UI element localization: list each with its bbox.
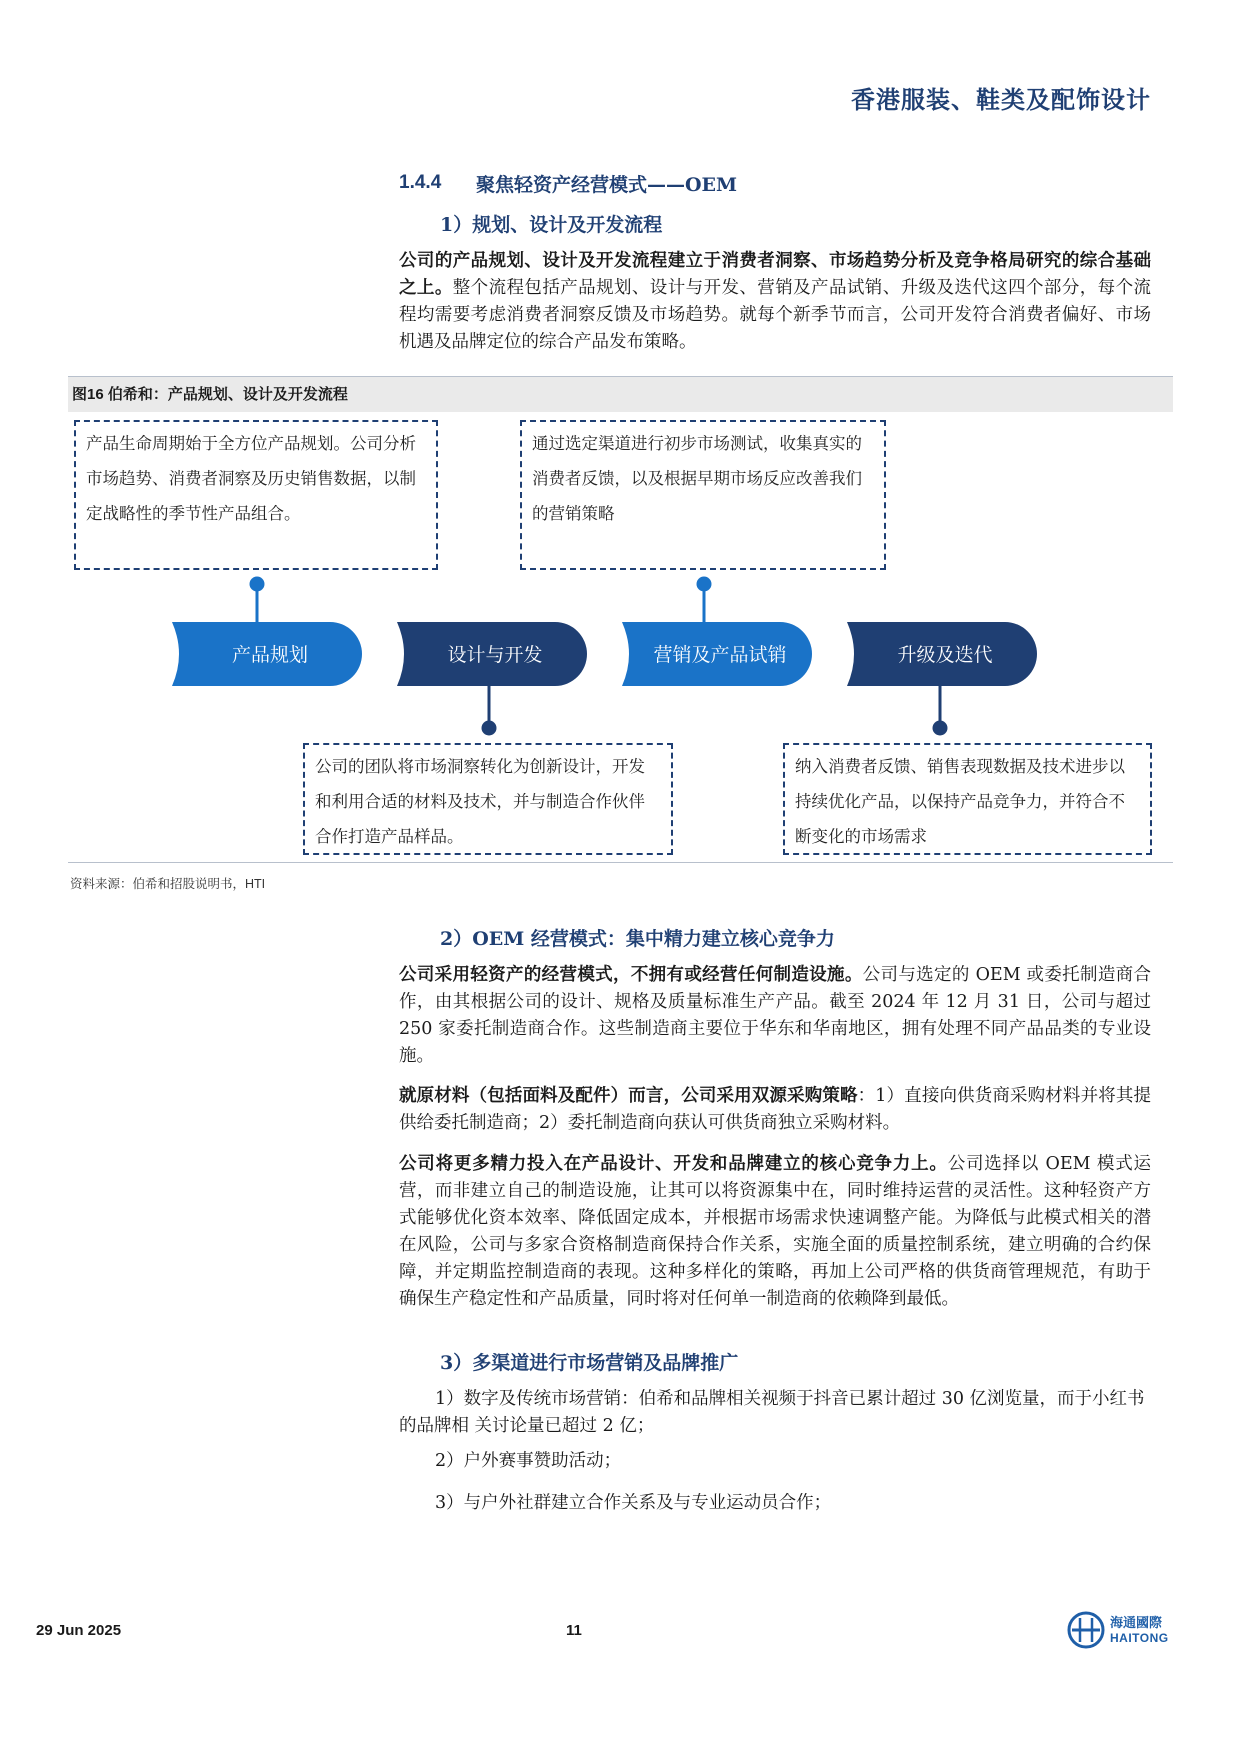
section-number: 1.4.4: [399, 172, 442, 193]
connector-dot-2: [697, 577, 712, 592]
section-title: 聚焦轻资产经营模式——OEM: [476, 174, 738, 196]
paragraph-1-body: 整个流程包括产品规划、设计与开发、营销及产品试销、升级及迭代这四个部分，每个流程均需要考虑消费者洞察反馈及市场趋势。就每个新季节而言，公司开发符合消费者偏好、市场机遇及品牌定位的综合产品发布策略。: [399, 278, 1152, 352]
subsection-2-title: 2）OEM 经营模式：集中精力建立核心竞争力: [440, 928, 835, 950]
stage-label-2: 设计与开发: [447, 644, 543, 666]
box-upgrade-iteration: 纳入消费者反馈、销售表现数据及技术进步以持续优化产品，以保持产品竞争力，并符合不断变化的市场需求: [783, 743, 1152, 855]
paragraph-2: [399, 962, 1151, 1070]
box-marketing-test: 通过选定渠道进行初步市场测试，收集真实的消费者反馈，以及根据早期市场反应改善我们的营销策略: [520, 420, 886, 570]
stage-label-1: 产品规划: [231, 644, 308, 666]
figure-source: 资料来源：伯希和招股说明书，HTI: [70, 877, 266, 891]
paragraph-4: [399, 1151, 1151, 1313]
subsection-1-title: 1）规划、设计及开发流程: [440, 214, 663, 236]
subsection-3-title: 3）多渠道进行市场营销及品牌推广: [440, 1352, 739, 1374]
haitong-logo: [1066, 1610, 1186, 1650]
box-design-development: 公司的团队将市场洞察转化为创新设计，开发和利用合适的材料及技术，并与制造合作伙伴合作打造产品样品。: [303, 743, 673, 855]
paragraph-2-lead: 公司采用轻资产的经营模式，不拥有或经营任何制造设施。: [399, 965, 863, 985]
paragraph-3-body: ：1）直接向供货商采购材料并将其提供给委托制造商；2）委托制造商向获认可供货商独立采购材料。: [399, 1086, 1151, 1133]
page-number: 11: [566, 1622, 582, 1639]
footer-date: 29 Jun 2025: [36, 1622, 122, 1639]
paragraph-3-lead: 就原材料（包括面料及配件）而言，公司采用双源采购策略: [399, 1086, 858, 1106]
figure-bottom-rule: [68, 862, 1173, 863]
paragraph-2-body: 公司与选定的 OEM 或委托制造商合作，由其根据公司的设计、规格及质量标准生产产品。截至 2024 年 12 月 31 日，公司与超过 250 家委托制造商合作。这些制造商主要位于华东和华南地区，拥有处理不同产品品类的专业设施。: [399, 965, 1152, 1066]
stage-label-3: 营销及产品试销: [653, 644, 787, 666]
logo-chinese-text: 海通國際: [1110, 1616, 1163, 1631]
box-product-planning: 产品生命周期始于全方位产品规划。公司分析市场趋势、消费者洞察及历史销售数据，以制定战略性的季节性产品组合。: [74, 420, 438, 570]
connector-dot-4: [933, 721, 948, 736]
paragraph-4-lead: 公司将更多精力投入在产品设计、开发和品牌建立的核心竞争力上。: [399, 1154, 948, 1174]
list-item-1: 1）数字及传统市场营销：伯希和品牌相关视频于抖音已累计超过 30 亿浏览量，而于小红书的品牌相 关讨论量已超过 2 亿；: [399, 1389, 1145, 1436]
paragraph-3: [399, 1083, 1151, 1137]
list-item-3: 3）与户外社群建立合作关系及与专业运动员合作；: [435, 1493, 832, 1513]
paragraph-1: [399, 248, 1151, 356]
paragraph-4-body: 公司选择以 OEM 模式运营，而非建立自己的制造设施，让其可以将资源集中在，同时维持运营的灵活性。这种轻资产方式能够优化资本效率、降低固定成本，并根据市场需求快速调整产能。为降低与此模式相关的潜在风险，公司与多家合资格制造商保持合作关系，实施全面的质量控制系统，建立明确的合约保障，并定期监控制造商的表现。这种多样化的策略，再加上公司严格的供货商管理规范，有助于确保生产稳定性和产品质量，同时将对任何单一制造商的依赖降到最低。: [399, 1154, 1151, 1309]
haitong-logo-icon: [1066, 1610, 1106, 1650]
paragraph-1-lead: 公司的产品规划、设计及开发流程建立于消费者洞察、市场趋势分析及竞争格局研究的综合基础之上。: [399, 251, 1151, 298]
figure-title: 图16 伯希和：产品规划、设计及开发流程: [68, 376, 1173, 412]
logo-english-text: HAITONG: [1110, 1631, 1169, 1645]
connector-dot-1: [250, 577, 265, 592]
report-header-title: 香港服装、鞋类及配饰设计: [851, 85, 1151, 114]
list-item-2: 2）户外赛事赞助活动；: [435, 1451, 622, 1471]
connector-dot-3: [482, 721, 497, 736]
stage-label-4: 升级及迭代: [897, 644, 993, 666]
